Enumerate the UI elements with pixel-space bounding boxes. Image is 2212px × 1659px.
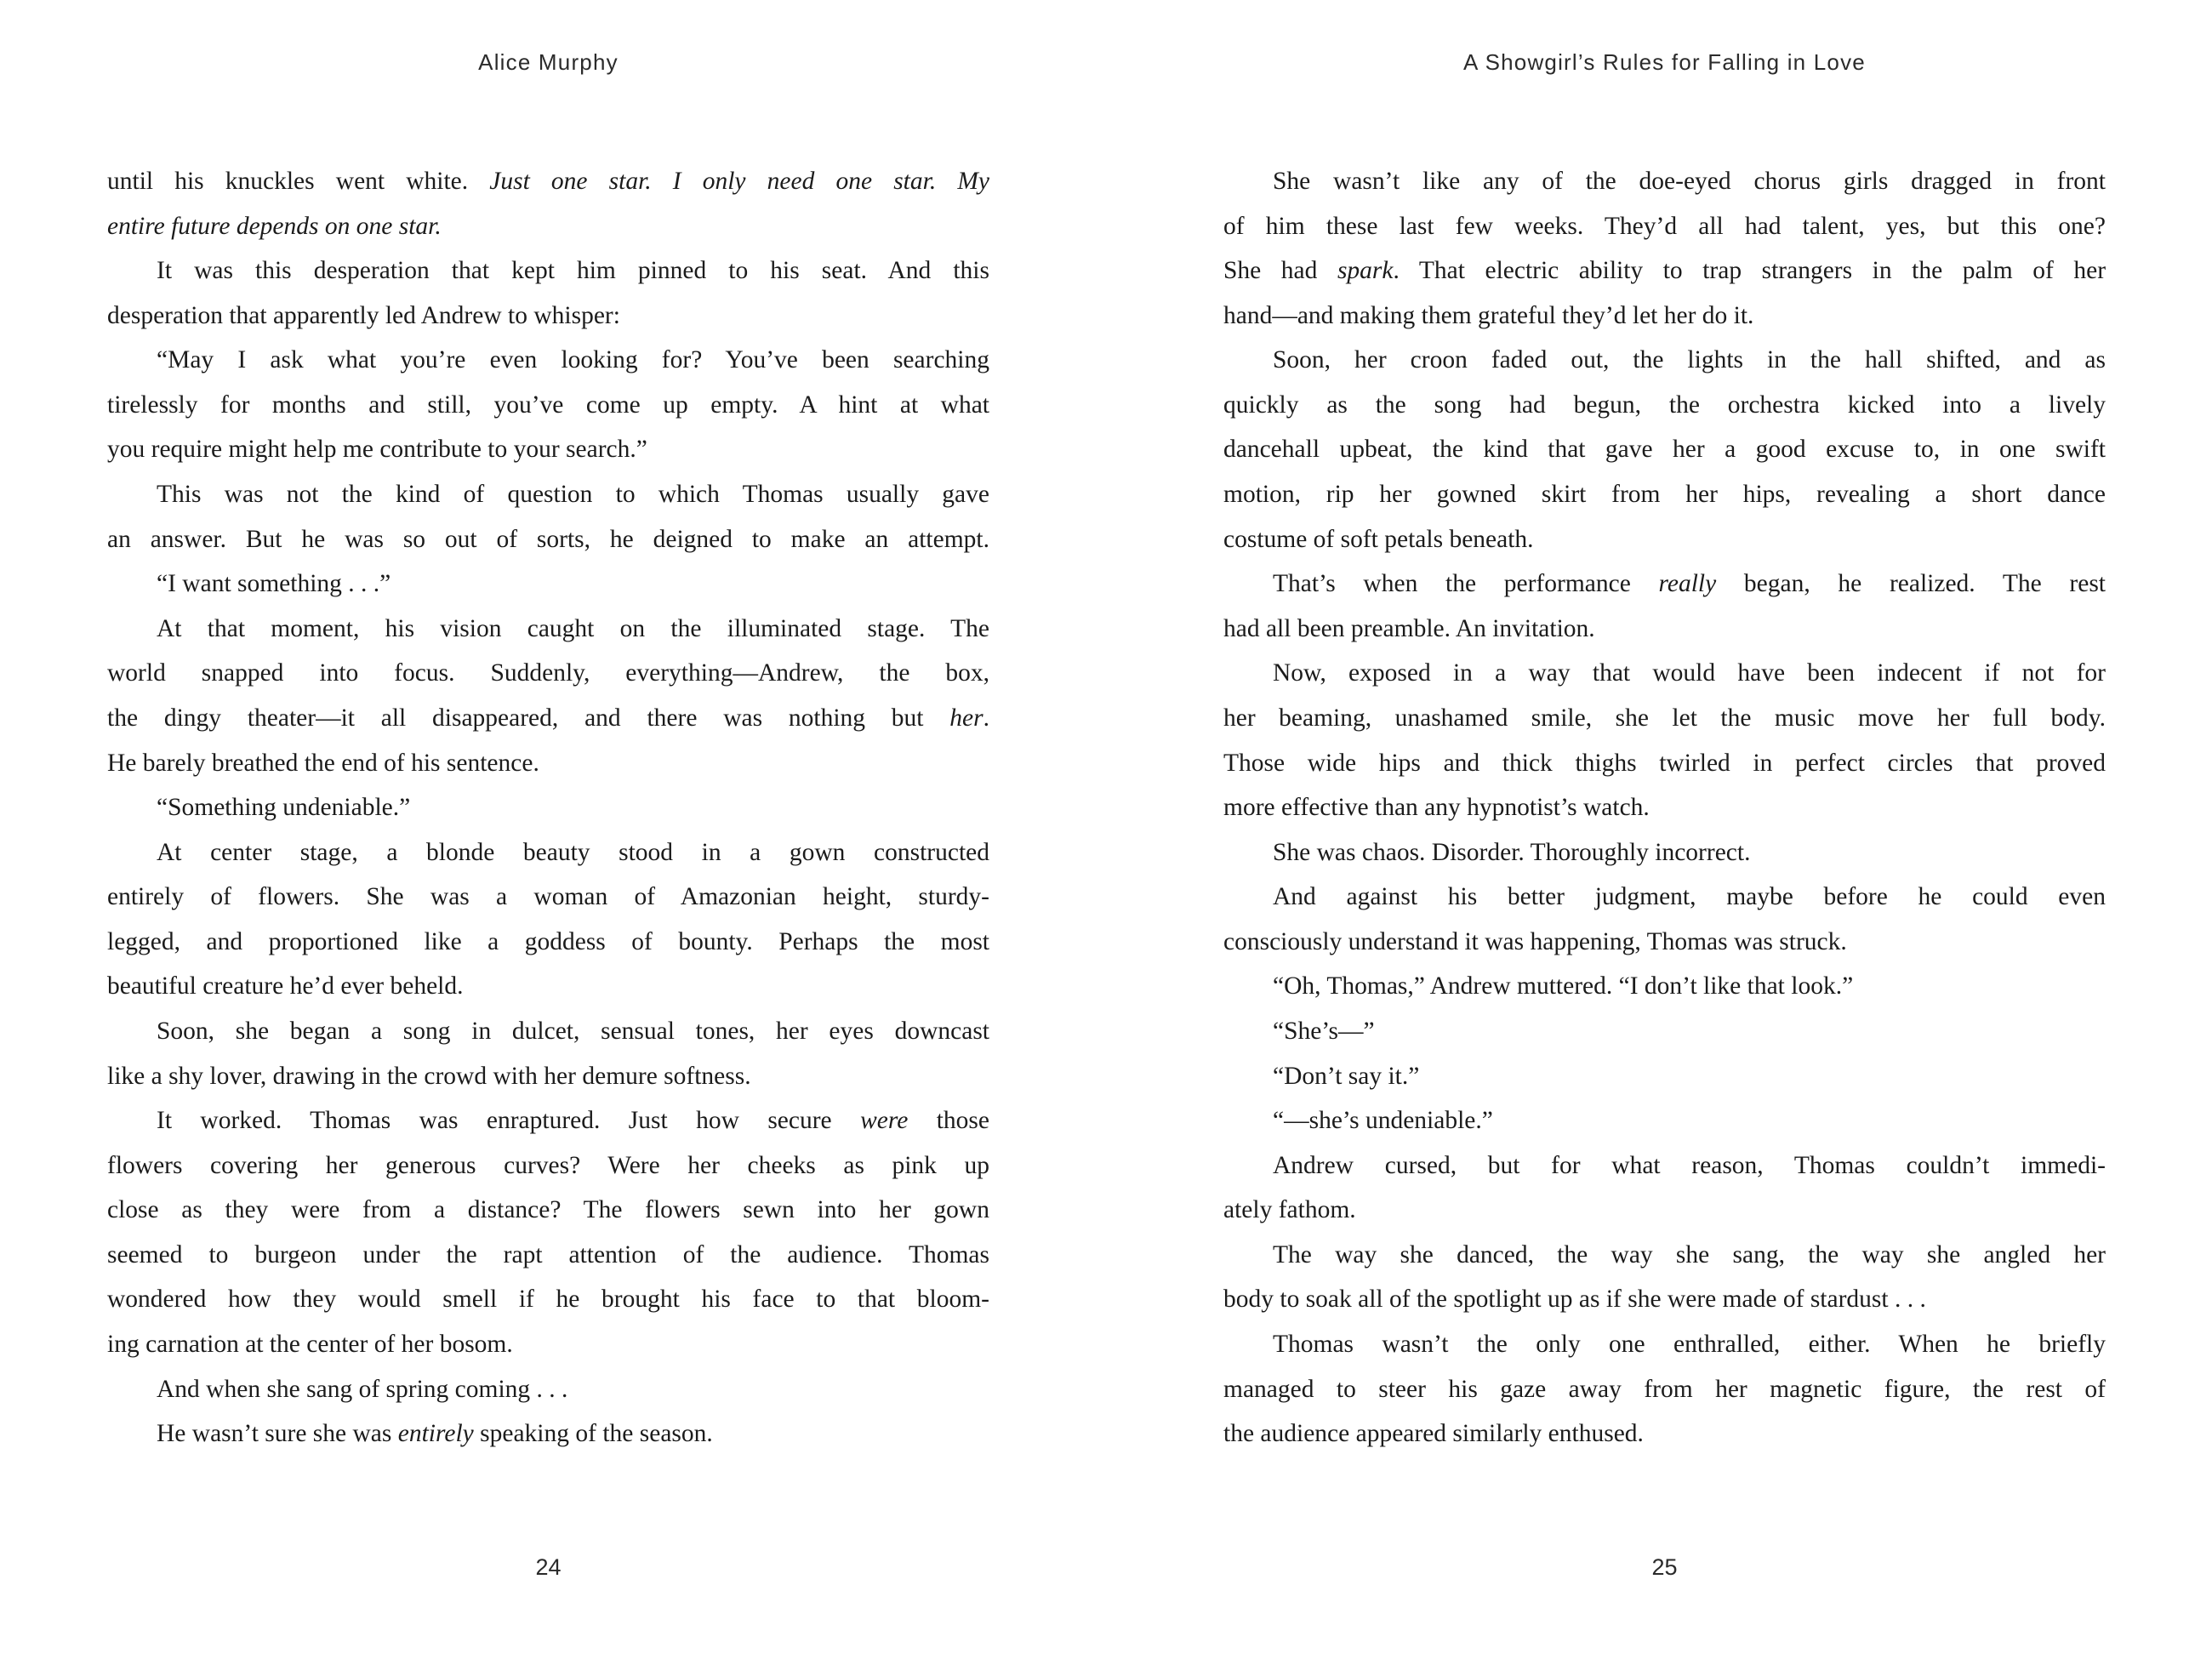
text-segment: This was not the kind of question to which Thomas usually gave (157, 481, 989, 509)
text-line (107, 427, 989, 472)
text-line (1223, 1098, 2106, 1143)
text-segment: The way she danced, the way she sang, the way she angled her (1273, 1240, 2106, 1268)
text-segment: more effective than any hypnotist’s watch. (1223, 794, 1650, 822)
text-line (1223, 1009, 2106, 1054)
text-segment: beautiful creature he’d ever beheld. (107, 972, 464, 1001)
text-line (1223, 294, 2106, 339)
text-segment: you require might help me contribute to your search.” (107, 436, 647, 464)
text-segment: close as they were from a distance? The flowers sewn into her gown (107, 1196, 989, 1224)
text-line (107, 1054, 989, 1099)
text-line (1223, 338, 2106, 383)
text-segment: “May I ask what you’re even looking for? You’ve been searching (157, 346, 989, 374)
text-segment: seemed to burgeon under the rapt attention of the audience. Thomas (107, 1240, 989, 1268)
page-number-left: 24 (535, 1554, 562, 1580)
text-line (107, 1277, 989, 1322)
text-line (1223, 785, 2106, 830)
italic-text-segment: spark (1337, 257, 1394, 285)
text-segment: And against his better judgment, maybe before he could even (1273, 883, 2106, 911)
text-segment: Andrew cursed, but for what reason, Thomas couldn’t immedi- (1273, 1151, 2106, 1179)
text-segment: She had (1223, 257, 1337, 285)
text-line (1223, 517, 2106, 562)
text-line (107, 1143, 989, 1189)
text-segment: It worked. Thomas was enraptured. Just how secure (157, 1107, 861, 1135)
text-line (1223, 1277, 2106, 1322)
text-line (107, 1009, 989, 1054)
text-segment: began, he realized. The rest (1716, 570, 2106, 598)
italic-text-segment: were (860, 1107, 909, 1135)
text-segment: “—she’s undeniable.” (1273, 1107, 1493, 1135)
italic-text-segment: her (949, 704, 983, 732)
text-line (1223, 696, 2106, 741)
text-line (1223, 875, 2106, 920)
text-segment: costume of soft petals beneath. (1223, 525, 1534, 553)
text-line (1223, 159, 2106, 204)
text-segment: “She’s—” (1273, 1017, 1375, 1045)
text-segment: ately fathom. (1223, 1196, 1356, 1224)
text-line (1223, 1143, 2106, 1189)
text-line (107, 1098, 989, 1143)
text-segment: body to soak all of the spotlight up as if she were made of stardust . . . (1223, 1286, 1926, 1314)
text-line (107, 920, 989, 965)
text-line (1223, 964, 2106, 1009)
text-line (107, 1233, 989, 1278)
italic-text-segment: entirely (397, 1420, 474, 1448)
text-segment: like a shy lover, drawing in the crowd with her demure softness. (107, 1062, 751, 1090)
text-segment: flowers covering her generous curves? Were her cheeks as pink up (107, 1151, 989, 1179)
text-line (107, 607, 989, 652)
text-segment: the dingy theater—it all disappeared, and there was nothing but (107, 704, 950, 732)
running-header-author: Alice Murphy (478, 49, 619, 75)
text-segment: “I want something . . .” (157, 570, 391, 598)
text-segment: He barely breathed the end of his sentence. (107, 749, 539, 777)
text-line (107, 651, 989, 696)
text-segment: desperation that apparently led Andrew to whisper: (107, 301, 620, 329)
text-line (1223, 1233, 2106, 1278)
text-segment: “Something undeniable.” (157, 794, 411, 822)
text-line (107, 830, 989, 875)
italic-text-segment: really (1658, 570, 1717, 598)
text-segment: motion, rip her gowned skirt from her hips, revealing a short dance (1223, 481, 2106, 509)
text-line (107, 1188, 989, 1233)
text-segment: managed to steer his gaze away from her magnetic figure, the rest of (1223, 1375, 2106, 1403)
text-segment: It was this desperation that kept him pinned to his seat. And this (157, 257, 989, 285)
text-segment: ing carnation at the center of her bosom. (107, 1331, 513, 1359)
right-page-text (1223, 159, 2106, 1457)
text-line (1223, 1188, 2106, 1233)
text-segment: until his knuckles went white. (107, 168, 490, 195)
text-line (1223, 920, 2106, 965)
italic-text-segment: Just one star. I only need one star. My (489, 168, 989, 195)
text-line (1223, 741, 2106, 786)
text-line (107, 785, 989, 830)
text-segment: He wasn’t sure she was (157, 1420, 398, 1448)
text-line (107, 741, 989, 786)
text-line (1223, 1367, 2106, 1412)
text-segment: . (983, 704, 989, 732)
text-line (1223, 1054, 2106, 1099)
text-segment: She wasn’t like any of the doe-eyed chorus girls dragged in front (1273, 168, 2106, 195)
text-line (1223, 830, 2106, 875)
text-segment: Soon, she began a song in dulcet, sensual tones, her eyes downcast (157, 1017, 989, 1045)
text-line (107, 1367, 989, 1412)
text-segment: And when she sang of spring coming . . . (157, 1375, 568, 1403)
text-line (107, 696, 989, 741)
text-line (1223, 607, 2106, 652)
text-segment: the audience appeared similarly enthused. (1223, 1420, 1644, 1448)
text-segment: consciously understand it was happening, Thomas was struck. (1223, 927, 1847, 955)
text-line (1223, 383, 2106, 428)
text-segment: entirely of flowers. She was a woman of Amazonian height, sturdy- (107, 883, 989, 911)
text-segment: At that moment, his vision caught on the illuminated stage. The (157, 614, 989, 642)
text-segment: speaking of the season. (473, 1420, 713, 1448)
text-segment: Those wide hips and thick thighs twirled in perfect circles that proved (1223, 749, 2106, 777)
text-segment: She was chaos. Disorder. Thoroughly incorrect. (1273, 838, 1751, 866)
text-line (107, 472, 989, 517)
left-page-text (107, 159, 989, 1457)
text-segment: of him these last few weeks. They’d all had talent, yes, but this one? (1223, 212, 2106, 240)
text-segment: quickly as the song had begun, the orchestra kicked into a lively (1223, 391, 2106, 419)
text-line (107, 338, 989, 383)
text-line (107, 517, 989, 562)
text-segment: Thomas wasn’t the only one enthralled, either. When he briefly (1273, 1331, 2106, 1359)
text-segment: world snapped into focus. Suddenly, everything—Andrew, the box, (107, 659, 989, 687)
text-segment: wondered how they would smell if he brought his face to that bloom- (107, 1286, 989, 1314)
text-segment: legged, and proportioned like a goddess of bounty. Perhaps the most (107, 927, 989, 955)
text-line (1223, 472, 2106, 517)
text-line (1223, 1322, 2106, 1367)
text-segment: dancehall upbeat, the kind that gave her a good excuse to, in one swift (1223, 436, 2106, 464)
text-line (107, 1411, 989, 1457)
text-line (1223, 427, 2106, 472)
text-segment: those (908, 1107, 989, 1135)
text-line (1223, 204, 2106, 249)
text-line (107, 248, 989, 294)
page-number-right: 25 (1651, 1554, 1678, 1580)
text-segment: her beaming, unashamed smile, she let the music move her full body. (1223, 704, 2106, 732)
text-segment: hand—and making them grateful they’d let her do it. (1223, 301, 1754, 329)
text-line (1223, 1411, 2106, 1457)
running-header-title: A Showgirl’s Rules for Falling in Love (1463, 49, 1866, 75)
text-segment: had all been preamble. An invitation. (1223, 614, 1595, 642)
text-line (107, 964, 989, 1009)
text-segment: “Oh, Thomas,” Andrew muttered. “I don’t like that look.” (1273, 972, 1854, 1001)
text-segment: Soon, her croon faded out, the lights in the hall shifted, and as (1273, 346, 2106, 374)
text-line (107, 294, 989, 339)
text-segment: tirelessly for months and still, you’ve come up empty. A hint at what (107, 391, 989, 419)
text-line (1223, 248, 2106, 294)
text-segment: That’s when the performance (1273, 570, 1659, 598)
text-line (107, 383, 989, 428)
text-line (107, 159, 989, 204)
text-segment: “Don’t say it.” (1273, 1062, 1420, 1090)
text-line (107, 562, 989, 607)
text-line (1223, 651, 2106, 696)
text-segment: Now, exposed in a way that would have been indecent if not for (1273, 659, 2106, 687)
text-line (107, 1322, 989, 1367)
text-line (107, 204, 989, 249)
text-line (1223, 562, 2106, 607)
text-segment: an answer. But he was so out of sorts, he deigned to make an attempt. (107, 525, 989, 553)
text-segment: At center stage, a blonde beauty stood in a gown constructed (157, 838, 989, 866)
text-segment: . That electric ability to trap strangers in the palm of her (1393, 257, 2106, 285)
italic-text-segment: entire future depends on one star. (107, 212, 442, 240)
text-line (107, 875, 989, 920)
